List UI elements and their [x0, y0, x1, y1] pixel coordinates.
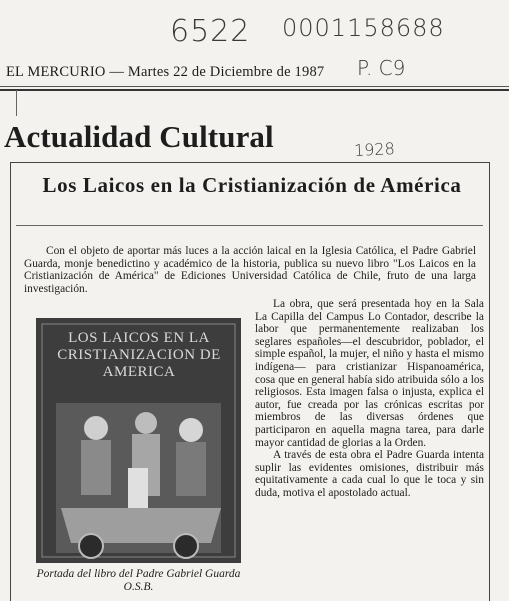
- margin-box: [0, 90, 17, 116]
- article-intro: Con el objeto de aportar más luces a la acción laical en la Iglesia Católica, el Padre Gabriel Guarda, monje benedictino y académico de la historia, publica su nuevo libro "Los Laicos en la Cristianización de América" de Ediciones Universidad Católica de Chile, fruto de una larga investigación.: [24, 245, 476, 295]
- body-paragraph: La obra, que será presentada hoy en la Sala La Capilla del Campus Lo Contador, describe la labor que permanentemente realizaban los seglares españoles—el descubridor, poblador, el simple español, la mujer, el niño y hasta el mismo indígena— para cristianizar Hispanoamérica, cosa que en general había sido atribuida sólo a los religiosos. Esta imagen falsa o injusta, explica el autor, fue creada por las crónicas escritas por miembros de las diversas órdenes que participaron en aquella magna tarea, para darle mayor cantidad de glorias a la Orden.: [255, 298, 484, 449]
- newspaper-masthead: EL MERCURIO — Martes 22 de Diciembre de 1987: [6, 64, 325, 80]
- masthead-rule-thick: [0, 89, 509, 91]
- masthead-rule-thin: [0, 86, 509, 87]
- article-headline: Los Laicos en la Cristianización de América: [42, 173, 462, 197]
- article-body: [255, 298, 484, 500]
- handwritten-record-id: 0001158688: [282, 14, 445, 42]
- handwritten-year: 1928: [353, 138, 396, 161]
- body-paragraph: A través de esta obra el Padre Guarda intenta suplir las evidentes omisiones, distribuir más equitativamente a cada cual lo que le toca y sin duda, motiva el apostolado actual.: [255, 449, 484, 499]
- headline-rule: [16, 225, 483, 226]
- section-title: Actualidad Cultural: [4, 119, 274, 154]
- handwritten-archive-number: 6522: [170, 14, 251, 49]
- figure-caption: Portada del libro del Padre Gabriel Guarda O.S.B.: [36, 568, 241, 593]
- handwritten-page-code: P. C9: [357, 56, 406, 80]
- book-cover-title: LOS LAICOS EN LA CRISTIANIZACION DE AMERICA: [57, 330, 221, 380]
